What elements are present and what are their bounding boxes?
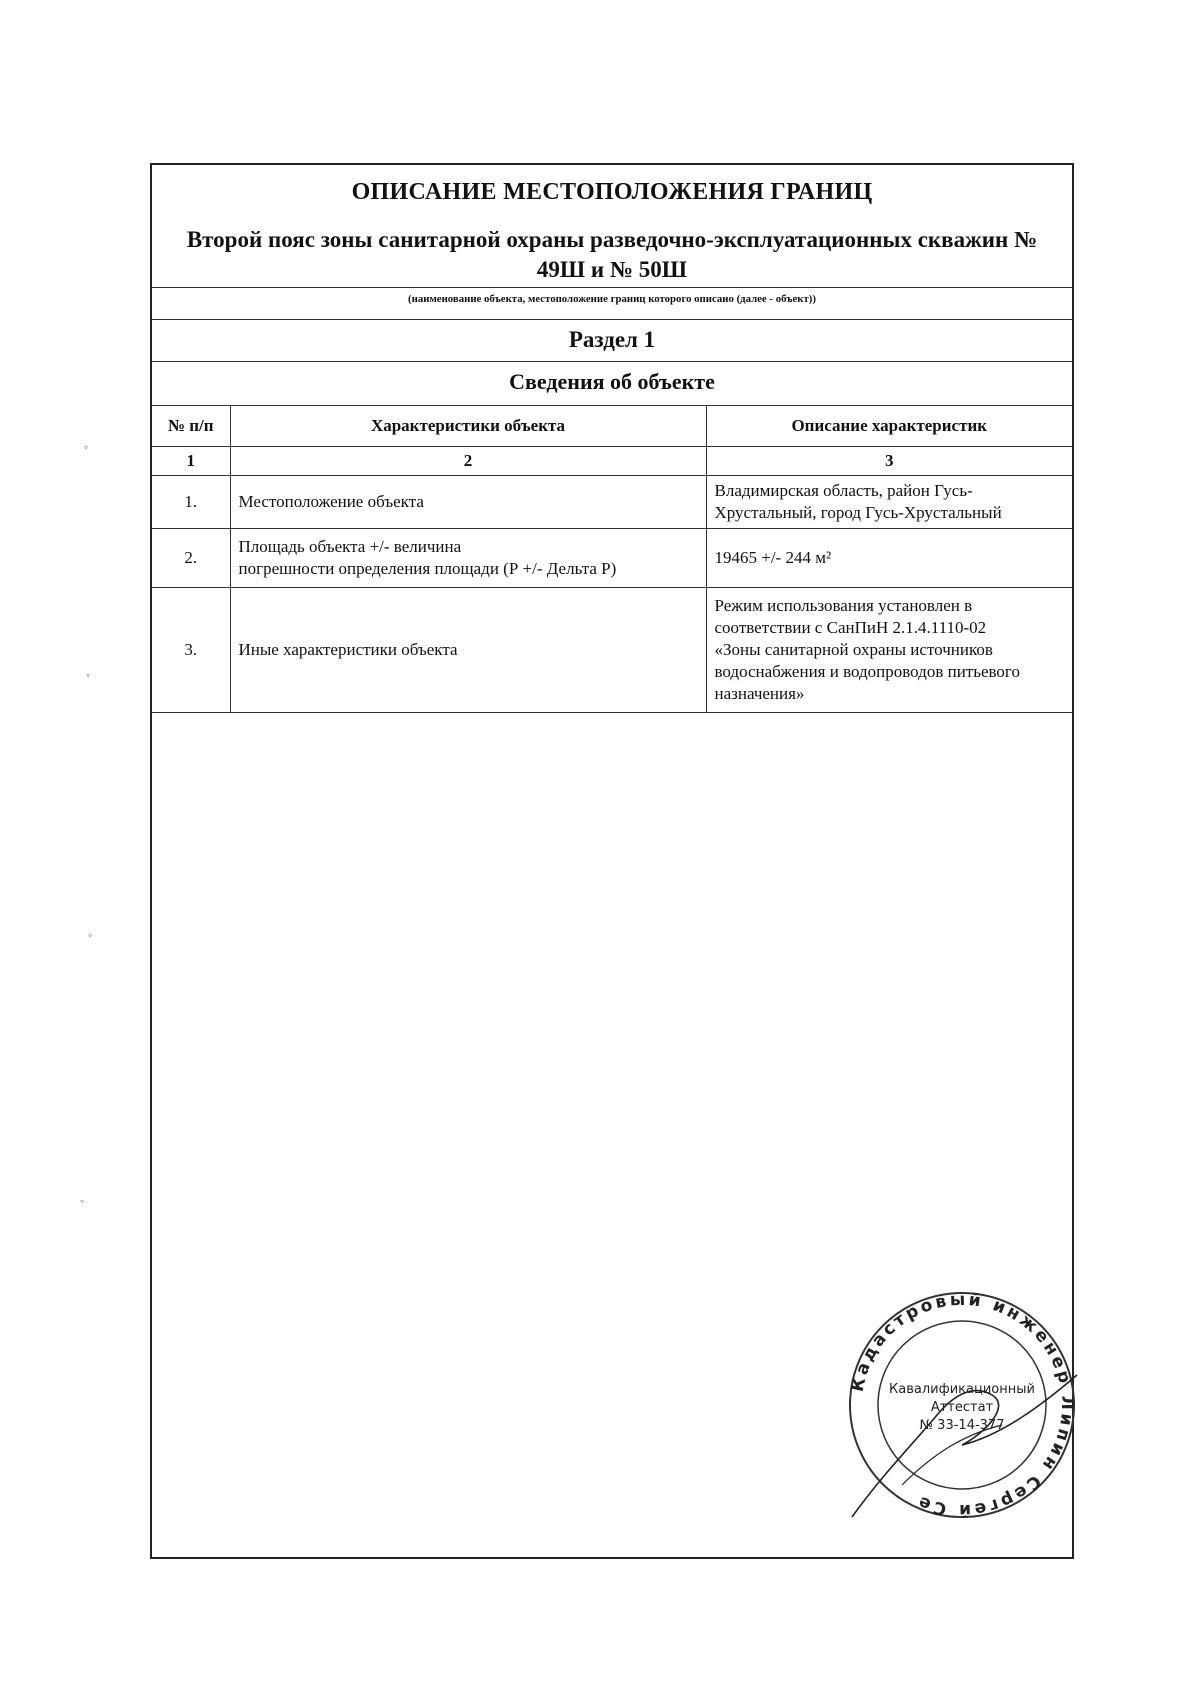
description-line: Хрустальный, город Гусь-Хрустальный bbox=[714, 503, 1002, 522]
column-number: 2 bbox=[230, 447, 706, 476]
characteristic-line: Площадь объекта +/- величина bbox=[238, 537, 462, 556]
row-number: 3. bbox=[152, 588, 230, 713]
row-characteristic: Местоположение объекта bbox=[230, 476, 706, 529]
header-characteristic: Характеристики объекта bbox=[230, 406, 706, 447]
scan-speck: ◦ bbox=[86, 668, 91, 682]
row-number: 2. bbox=[152, 529, 230, 588]
column-number: 1 bbox=[152, 447, 230, 476]
row-number: 1. bbox=[152, 476, 230, 529]
characteristic-line: погрешности определения площади (Р +/- Дельта Р) bbox=[238, 559, 617, 578]
description-line: водоснабжения и водопроводов питьевого bbox=[714, 662, 1020, 681]
description-line: Режим использования установлен в bbox=[714, 596, 973, 615]
scan-speck: ◦ bbox=[84, 440, 89, 454]
stamp-outer-text: Кадастровый инженер Липин Сергей Се bbox=[847, 1289, 1078, 1521]
cadastral-engineer-stamp bbox=[842, 1285, 1082, 1525]
table-row bbox=[152, 588, 1072, 713]
stamp-qualification: Кавалификационный bbox=[889, 1382, 1035, 1397]
header-number: № п/п bbox=[152, 406, 230, 447]
divider bbox=[152, 287, 1072, 288]
object-name bbox=[162, 225, 1062, 285]
scan-speck: ◦ bbox=[80, 1194, 85, 1208]
stamp-number: № 33-14-377 bbox=[919, 1418, 1005, 1433]
row-description: 19465 +/- 244 м² bbox=[706, 529, 1072, 588]
description-line: «Зоны санитарной охраны источников bbox=[714, 640, 993, 659]
table-row bbox=[152, 529, 1072, 588]
column-number-row bbox=[152, 447, 1072, 476]
table-header-row bbox=[152, 406, 1072, 447]
section-title: Сведения об объекте bbox=[509, 369, 715, 394]
section-heading: Раздел 1 bbox=[568, 327, 656, 352]
scan-speck: ◦ bbox=[88, 928, 93, 942]
description-line: соответствии с СанПиН 2.1.4.1110-02 bbox=[714, 618, 987, 637]
object-name-line-2: 49Ш и № 50Ш bbox=[536, 257, 688, 282]
divider bbox=[152, 319, 1072, 320]
object-table bbox=[152, 405, 1072, 713]
row-description bbox=[706, 588, 1072, 713]
row-characteristic: Иные характеристики объекта bbox=[230, 588, 706, 713]
divider bbox=[152, 361, 1072, 362]
header-description: Описание характеристик bbox=[706, 406, 1072, 447]
row-description bbox=[706, 476, 1072, 529]
table-row bbox=[152, 476, 1072, 529]
description-line: назначения» bbox=[714, 684, 805, 703]
object-caption: (наименование объекта, местоположение границ которого описано (далее - объект)) bbox=[408, 293, 816, 305]
column-number: 3 bbox=[706, 447, 1072, 476]
row-characteristic bbox=[230, 529, 706, 588]
object-name-line-1: Второй пояс зоны санитарной охраны разведочно-эксплуатационных скважин № bbox=[186, 227, 1038, 252]
description-line: Владимирская область, район Гусь- bbox=[714, 481, 973, 500]
stamp-attestat: Аттестат bbox=[930, 1400, 994, 1415]
document-title: ОПИСАНИЕ МЕСТОПОЛОЖЕНИЯ ГРАНИЦ bbox=[351, 179, 873, 205]
